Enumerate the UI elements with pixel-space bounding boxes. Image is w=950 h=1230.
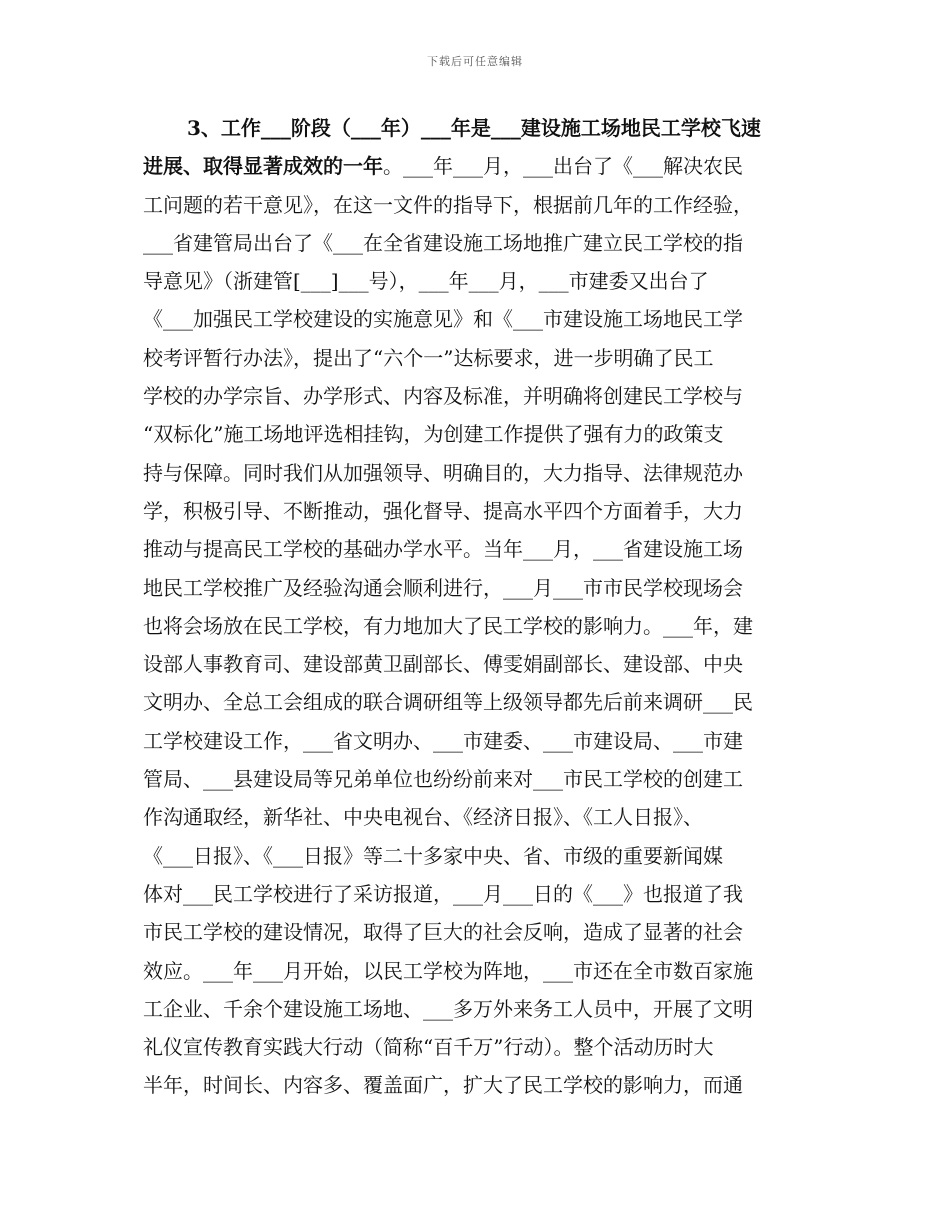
body-line: 推动与提高民工学校的基础办学水平。当年___月，___省建设施工场 — [143, 537, 743, 562]
body-line: 工问题的若干意见》，在这一文件的指导下，根据前几年的工作经验， — [143, 192, 753, 217]
body-line: 《___加强民工学校建设的实施意见》和《___市建设施工场地民工学 — [143, 307, 743, 332]
body-line: 工学校建设工作，___省文明办、___市建委、___市建设局、___市建 — [143, 728, 743, 753]
document-body — [143, 109, 813, 1105]
body-line: 市民工学校的建设情况，取得了巨大的社会反响，造成了显著的社会 — [143, 920, 743, 945]
body-line: 体对___民工学校进行了采访报道，___月___日的《___》也报道了我 — [143, 881, 743, 906]
body-line: 学校的办学宗旨、办学形式、内容及标准，并明确将创建民工学校与 — [143, 384, 743, 409]
body-line: 工企业、千余个建设施工场地、___多万外来务工人员中，开展了文明 — [143, 996, 753, 1021]
body-line: 《___日报》、《___日报》等二十多家中央、省、市级的重要新闻媒 — [143, 843, 723, 868]
body-line: 半年，时间长、内容多、覆盖面广，扩大了民工学校的影响力，而通 — [143, 1073, 743, 1098]
body-line: 也将会场放在民工学校，有力地加大了民工学校的影响力。___年，建 — [143, 613, 753, 638]
body-line: 设部人事教育司、建设部黄卫副部长、傅雯娟副部长、建设部、中央 — [143, 652, 743, 677]
body-line: 作沟通取经，新华社、中央电视台、《经济日报》、《工人日报》、 — [143, 805, 703, 830]
body-text: 。___年___月，___出台了《___解决农民 — [383, 154, 743, 179]
body-line: 校考评暂行办法》，提出了“六个一”达标要求，进一步明确了民工 — [143, 345, 714, 370]
body-line: 礼仪宣传教育实践大行动（简称“百千万”行动）。整个活动历时大 — [143, 1035, 714, 1060]
body-line — [143, 147, 813, 185]
page-header: 下载后可任意编辑 — [427, 55, 523, 68]
body-line: 管局、___县建设局等兄弟单位也纷纷前来对___市民工学校的创建工 — [143, 767, 743, 792]
body-line: “双标化”施工场地评选相挂钩，为创建工作提供了强有力的政策支 — [143, 422, 724, 447]
body-line: 文明办、全总工会组成的联合调研组等上级领导都先后前来调研___民 — [143, 690, 753, 715]
section-heading-continued: 进展、取得显著成效的一年 — [143, 154, 383, 179]
section-heading: 3、工作___阶段（___年）___年是___建设施工场地民工学校飞速 — [187, 116, 761, 140]
body-line: 学，积极引导、不断推动，强化督导、提高水平四个方面着手，大力 — [143, 498, 743, 523]
body-line: 地民工学校推广及经验沟通会顺利进行，___月___市市民学校现场会 — [143, 575, 743, 600]
body-line: 导意见》（浙建管[___]___号），___年___月，___市建委又出台了 — [143, 269, 709, 294]
body-line: ___省建管局出台了《___在全省建设施工场地推广建立民工学校的指 — [143, 230, 743, 255]
body-line: 持与保障。同时我们从加强领导、明确目的，大力指导、法律规范办 — [143, 460, 743, 485]
body-line: 效应。___年___月开始，以民工学校为阵地，___市还在全市数百家施 — [143, 958, 753, 983]
